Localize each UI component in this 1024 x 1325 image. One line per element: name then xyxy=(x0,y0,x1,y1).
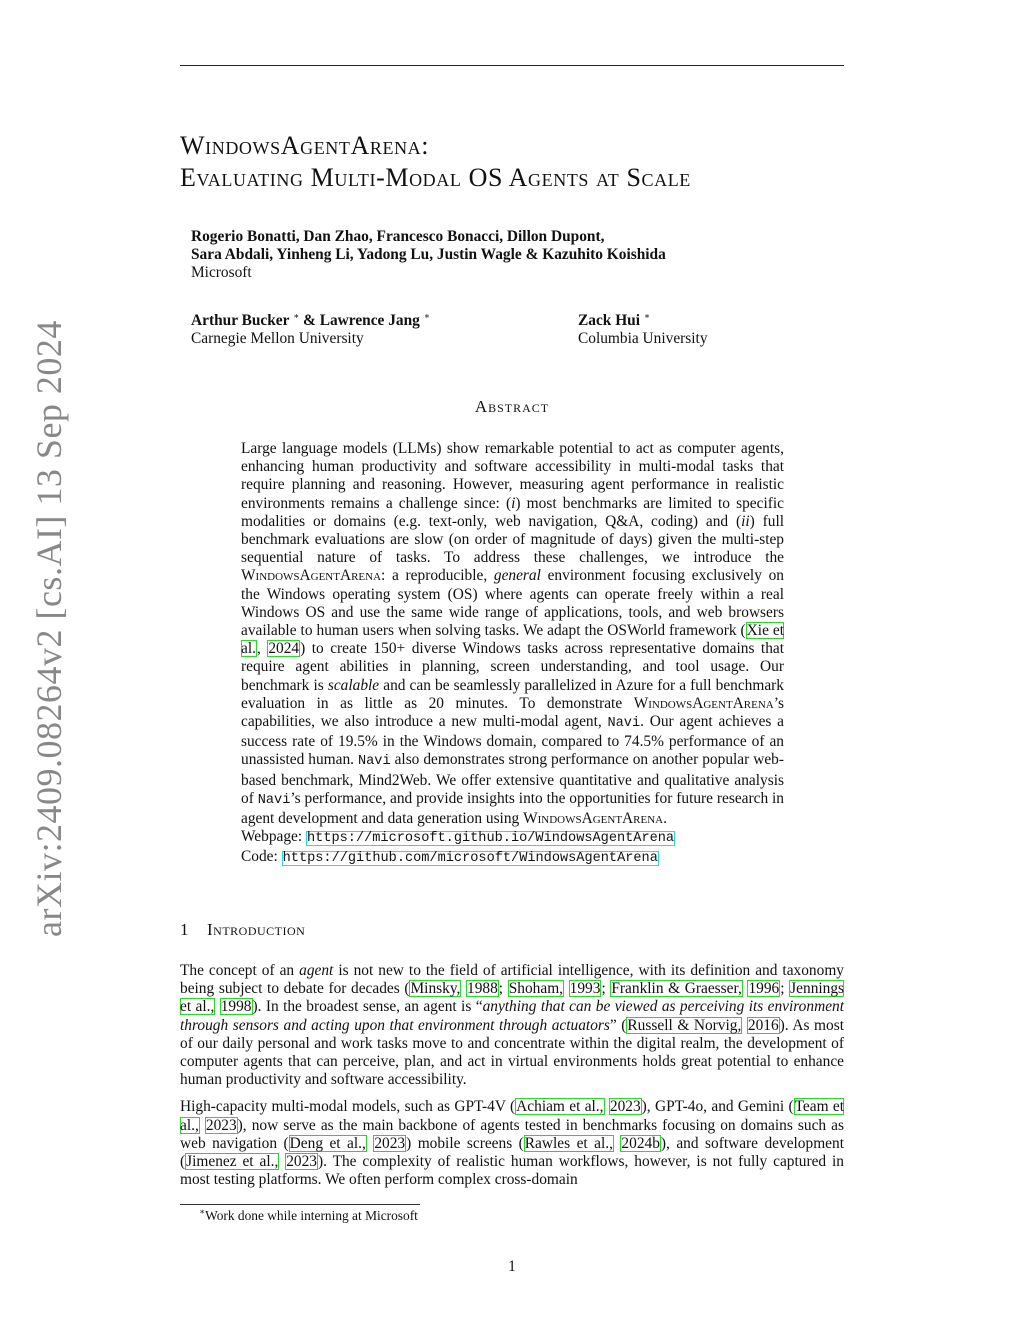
benchmark-name: WindowsAgentArena xyxy=(523,810,664,828)
citation-link[interactable]: Rawles et al., xyxy=(524,1134,613,1152)
body-emph: anything that can be viewed as perceiving its environment through sensors and acting upon that environment through actuators xyxy=(180,998,844,1034)
body-text: The concept of an xyxy=(180,962,300,979)
abstract-emph: scalable xyxy=(327,676,380,694)
footnote-mark: ∗ xyxy=(199,1206,206,1217)
author-block-microsoft xyxy=(191,228,666,282)
abstract-text: also demonstrates strong performance on another popular web-based benchmark, Mind2Web. We offer extensive quantitative and qualitative analysis of xyxy=(241,751,784,807)
author-block-columbia xyxy=(578,312,708,348)
body-text: ). As most of our daily personal and work tasks move to and concentrate within the digital realm, the development of computer agents that can perceive, plan, and act in virtual environments holds great potential to enhance human productivity and software accessibility. xyxy=(180,1016,844,1089)
section-heading xyxy=(180,920,305,940)
paper-title xyxy=(180,130,880,194)
section-number: 1 xyxy=(180,920,189,939)
author-line-columbia xyxy=(578,312,708,330)
citation-link[interactable]: Jennings et al., xyxy=(180,980,845,1016)
citation-link[interactable]: Shoham, xyxy=(508,980,564,998)
title-line-1: WindowsAgentArena: xyxy=(180,131,430,160)
body-text: High-capacity multi-modal models, such as GPT-4V ( xyxy=(180,1098,516,1116)
top-rule xyxy=(180,65,844,66)
body-text: ). In the broadest sense, an agent is “ xyxy=(252,998,483,1016)
abstract-heading: Abstract xyxy=(474,397,550,416)
body-text: ” ( xyxy=(609,1016,627,1034)
abstract-text: . Our agent achieves a success rate of 19.5% in the Windows domain, compared to 74.5% performance of an unassisted human. xyxy=(241,713,784,769)
abstract-text: Large language models (LLMs) show remarkable potential to act as computer agents, enhancing human productivity and software accessibility in multi-modal tasks that require planning and reasoning. However, measuring agent performance in realistic environments remains a challenge since: ( xyxy=(241,440,784,512)
abstract-emph: general xyxy=(493,567,541,585)
abstract-text: : a reproducible, xyxy=(381,567,494,585)
citation-link[interactable]: 2023 xyxy=(609,1098,641,1116)
intro-paragraph-1 xyxy=(180,962,844,1089)
affiliation-columbia: Columbia University xyxy=(578,330,708,347)
citation-link[interactable]: Jimenez et al., xyxy=(186,1153,279,1171)
equal-mark: ∗ xyxy=(293,310,300,321)
abstract-text: ) full benchmark evaluations are slow (on order of magnitude of days) given the multi-step sequential nature of tasks. To address these challenges, we introduce the xyxy=(241,512,784,567)
author-block-cmu xyxy=(191,312,430,348)
webpage-link[interactable]: https://microsoft.github.io/WindowsAgentArena xyxy=(307,831,675,847)
citation-link[interactable]: 2023 xyxy=(205,1116,237,1134)
citation-link[interactable]: 1988 xyxy=(467,980,498,998)
body-text: is not new to the field of artificial intelligence, with its definition and taxonomy being subject to debate for decades ( xyxy=(180,962,844,998)
abstract-text: environment focusing exclusively on the Windows operating system (OS) where agents can operate freely within a real Windows OS and use the same wide range of applications, tools, and web browsers available to human users when solving tasks. We adapt the OSWorld framework ( xyxy=(241,567,784,640)
introduction-body xyxy=(180,962,844,1198)
author-line-cmu xyxy=(191,312,430,330)
footnote-text: Work done while interning at Microsoft xyxy=(205,1208,418,1223)
affiliation-microsoft: Microsoft xyxy=(191,264,252,281)
abstract-text: , xyxy=(256,640,268,658)
section-title: Introduction xyxy=(207,920,306,939)
code-link[interactable]: https://github.com/microsoft/WindowsAgentArena xyxy=(282,851,658,867)
author-line-2: Sara Abdali, Yinheng Li, Yadong Lu, Justin Wagle & Kazuhito Koishida xyxy=(191,246,666,263)
body-emph: agent xyxy=(299,962,334,979)
abstract-body xyxy=(241,440,784,869)
code-label: Code: xyxy=(241,848,282,866)
citation-link[interactable]: Deng et al., xyxy=(289,1134,366,1152)
benchmark-name: WindowsAgentArena xyxy=(241,567,382,585)
body-text: ), GPT-4o, and Gemini ( xyxy=(641,1098,794,1116)
benchmark-name: WindowsAgentArena xyxy=(633,694,774,712)
intro-paragraph-2 xyxy=(180,1098,844,1189)
affiliation-cmu: Carnegie Mellon University xyxy=(191,330,364,347)
abstract-text: ) to create 150+ diverse Windows tasks across representative domains that require agent abilities in planning, screen understanding, and tool usage. Our benchmark is xyxy=(241,640,785,694)
arxiv-side-stamp: arXiv:2409.08264v2 [cs.AI] 13 Sep 2024 xyxy=(29,320,69,937)
agent-name: Navi xyxy=(607,716,641,732)
agent-name: Navi xyxy=(357,754,391,770)
equal-mark: ∗ xyxy=(643,310,650,321)
body-text: ; xyxy=(601,980,611,998)
agent-name: Navi xyxy=(257,792,291,808)
abstract-emph: i xyxy=(511,494,516,512)
citation-link[interactable]: Team et al., xyxy=(180,1098,844,1134)
citation-link[interactable]: 2023 xyxy=(374,1134,406,1152)
title-line-2: Evaluating Multi-Modal OS Agents at Scale xyxy=(180,163,691,192)
page-number: 1 xyxy=(508,1258,516,1275)
abstract-paragraph xyxy=(241,440,784,828)
author-line-1: Rogerio Bonatti, Dan Zhao, Francesco Bonacci, Dillon Dupont, xyxy=(191,228,605,245)
citation-link[interactable]: 2016 xyxy=(747,1016,779,1034)
abstract-text: ’s performance, and provide insights into the opportunities for future research in agent development and data generation using xyxy=(241,789,785,828)
body-text: ; xyxy=(498,980,508,998)
webpage-line xyxy=(241,828,784,848)
author-hui: Zack Hui xyxy=(578,312,641,329)
citation-link[interactable]: Xie et al. xyxy=(241,622,784,658)
citation-link[interactable]: Franklin & Graesser, xyxy=(611,980,742,998)
code-line xyxy=(241,848,784,868)
citation-link[interactable]: 1998 xyxy=(220,998,252,1016)
footnote-rule xyxy=(180,1204,420,1205)
abstract-text: and can be seamlessly parallelized in Azure for a full benchmark evaluation in as little as 20 minutes. To demonstrate xyxy=(241,676,785,712)
citation-link[interactable]: Minsky, xyxy=(410,980,461,998)
abstract-text: ) most benchmarks are limited to specific modalities or domains (e.g. text-only, web navigation, Q&A, coding) and ( xyxy=(241,494,784,530)
body-text: ; xyxy=(780,980,790,998)
abstract-text: . xyxy=(663,810,667,828)
citation-link[interactable]: 2023 xyxy=(286,1153,317,1171)
author-jang: & Lawrence Jang xyxy=(299,312,420,329)
body-text: ). The complexity of realistic human workflows, however, is not fully captured in most testing platforms. We often perform complex cross-domain xyxy=(180,1153,844,1189)
abstract-text: ’s capabilities, we also introduce a new multi-modal agent, xyxy=(241,694,784,731)
abstract-emph: ii xyxy=(741,512,750,530)
citation-link[interactable]: Achiam et al., xyxy=(516,1098,604,1116)
body-text: ), and software development ( xyxy=(180,1134,844,1171)
footnote xyxy=(199,1208,418,1224)
author-bucker: Arthur Bucker xyxy=(191,312,290,329)
equal-mark: ∗ xyxy=(423,310,430,321)
webpage-label: Webpage: xyxy=(241,828,306,846)
citation-link[interactable]: 2024b xyxy=(621,1134,660,1152)
body-text: ) mobile screens ( xyxy=(406,1134,524,1152)
body-text: ), now serve as the main backbone of agents tested in benchmarks focusing on domains such as web navigation ( xyxy=(180,1116,844,1152)
citation-link[interactable]: 2024 xyxy=(268,640,300,658)
citation-link[interactable]: 1993 xyxy=(569,980,601,998)
citation-link[interactable]: Russell & Norvig, xyxy=(627,1016,742,1034)
citation-link[interactable]: 1996 xyxy=(748,980,780,998)
